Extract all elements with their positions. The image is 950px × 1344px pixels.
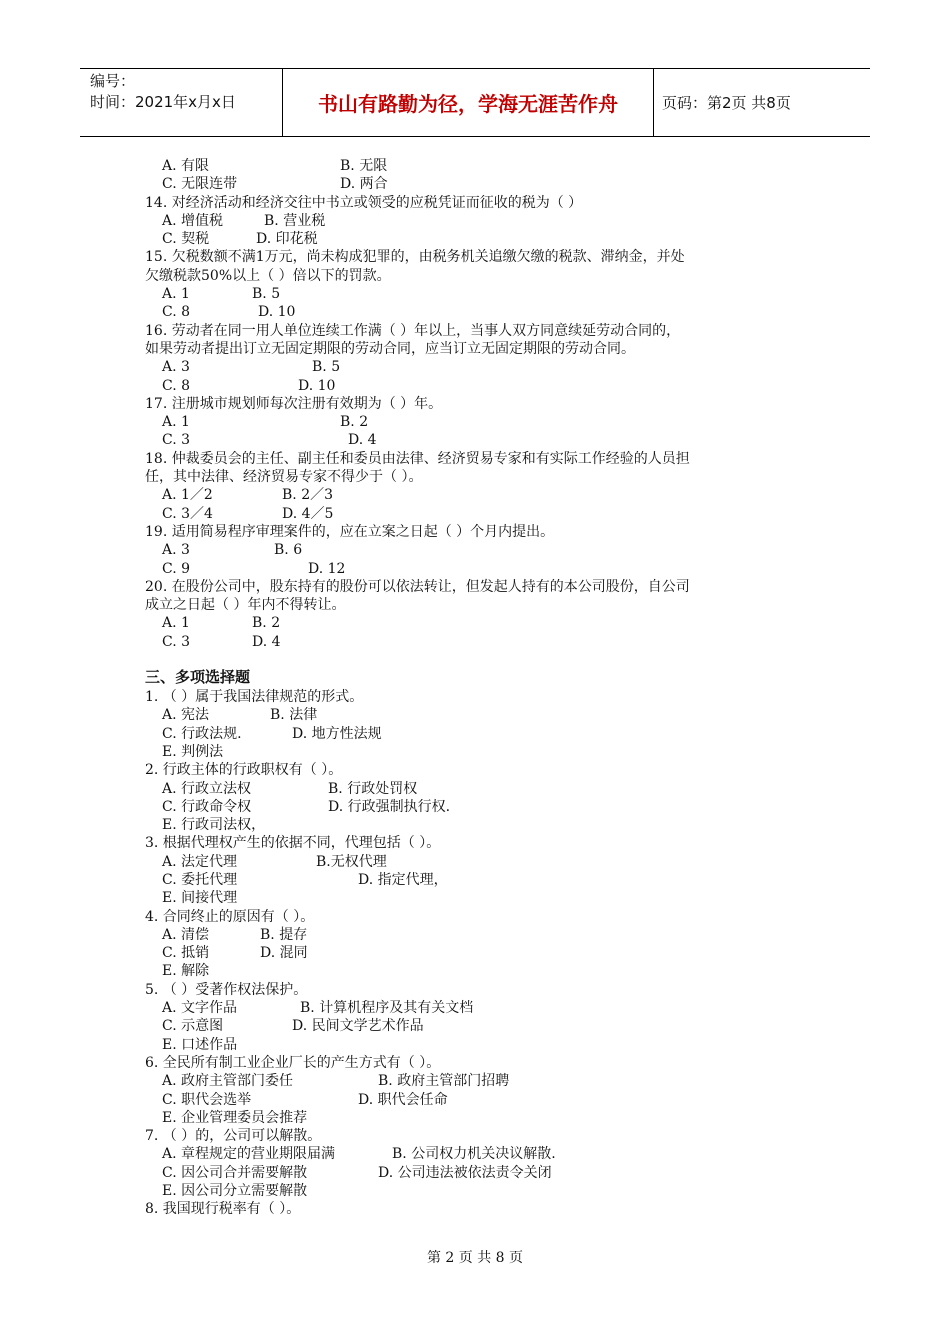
option-item: B. 公司权力机关决议解散. — [392, 1146, 556, 1163]
option-item: C. 9 — [162, 560, 191, 577]
option-row — [145, 560, 815, 578]
number-label: 编号： — [90, 72, 136, 90]
option-item: B. 2／3 — [282, 487, 334, 504]
motto: 书山有路勤为径，学海无涯苦作舟 — [282, 69, 654, 136]
option-item: C. 8 — [162, 377, 191, 394]
option-item: E. 因公司分立需要解散 — [162, 1183, 308, 1200]
option-row — [145, 285, 815, 303]
option-item: A. 有限 — [162, 158, 210, 174]
time-label: 时间：2021年x月x日 — [90, 93, 236, 111]
option-row — [145, 230, 815, 248]
option-item: C. 因公司合并需要解散 — [162, 1164, 308, 1181]
page-label: 页码：第2页 共8页 — [662, 94, 791, 112]
option-row — [145, 944, 815, 962]
option-item: C. 抵销 — [162, 945, 210, 962]
option-row — [145, 798, 815, 816]
option-row — [145, 541, 815, 559]
option-row — [145, 1145, 815, 1163]
option-item: C. 行政命令权 — [162, 798, 252, 815]
option-item: C. 3／4 — [162, 505, 213, 522]
section-title: 三、多项选择题 — [145, 668, 251, 687]
option-item: A. 1／2 — [162, 487, 213, 504]
option-row — [145, 157, 815, 175]
option-item: D. 混同 — [260, 945, 308, 962]
header-meta — [80, 69, 282, 136]
question-text: 1. （ ）属于我国法律规范的形式。 — [145, 689, 364, 706]
option-row — [145, 431, 815, 449]
option-item: C. 示意图 — [162, 1018, 224, 1035]
option-item: D. 行政强制执行权. — [328, 798, 451, 815]
option-item: A. 宪法 — [162, 707, 210, 724]
option-row — [145, 1036, 815, 1054]
option-item: B. 5 — [252, 286, 281, 303]
question-text: 16. 劳动者在同一用人单位连续工作满（ ）年以上，当事人双方同意续延劳动合同的， — [145, 322, 681, 339]
option-row — [145, 1091, 815, 1109]
option-row — [145, 743, 815, 761]
option-row — [145, 303, 815, 321]
option-item: A. 3 — [162, 542, 190, 559]
option-item: D. 两合 — [340, 176, 388, 193]
option-row — [145, 871, 815, 889]
option-item: B. 法律 — [270, 707, 318, 724]
option-item: A. 1 — [162, 414, 190, 431]
option-item: C. 契税 — [162, 231, 210, 248]
option-item: D. 4 — [348, 432, 377, 449]
option-item: B. 无限 — [340, 158, 388, 174]
option-item: B. 计算机程序及其有关文档 — [300, 1000, 474, 1017]
page-header — [80, 68, 870, 137]
option-row — [145, 962, 815, 980]
option-row — [145, 358, 815, 376]
option-item: A. 1 — [162, 286, 190, 303]
question-text: 成立之日起（ ）年内不得转让。 — [145, 597, 346, 614]
option-item: E. 企业管理委员会推荐 — [162, 1109, 308, 1126]
option-item: C. 委托代理 — [162, 871, 238, 888]
page-footer: 第 2 页 共 8 页 — [426, 1250, 524, 1266]
option-item: E. 行政司法权， — [162, 817, 266, 834]
option-item: C. 3 — [162, 633, 191, 650]
option-item: E. 解除 — [162, 963, 210, 980]
option-item: B. 6 — [274, 542, 303, 559]
option-item: D. 10 — [258, 304, 296, 321]
question-text: 18. 仲裁委员会的主任、副主任和委员由法律、经济贸易专家和有实际工作经验的人员担 — [145, 450, 690, 467]
option-row — [145, 486, 815, 504]
option-row — [145, 1072, 815, 1090]
question-list — [145, 157, 815, 1219]
question-text: 14. 对经济活动和经济交往中书立或领受的应税凭证而征收的税为（ ） — [145, 194, 583, 211]
option-item: D. 4 — [252, 633, 281, 650]
question-text: 19. 适用简易程序审理案件的，应在立案之日起（ ）个月内提出。 — [145, 523, 555, 540]
option-item: A. 增值税 — [162, 212, 224, 229]
option-row — [145, 212, 815, 230]
option-item: D. 12 — [308, 560, 346, 577]
option-item: D. 指定代理， — [358, 871, 448, 888]
option-item: B. 2 — [340, 414, 369, 431]
option-item: A. 法定代理 — [162, 853, 238, 870]
question-text: 5. （ ）受著作权法保护。 — [145, 981, 308, 998]
question-text: 6. 全民所有制工业企业厂长的产生方式有（ ）。 — [145, 1054, 441, 1071]
option-item: E. 判例法 — [162, 743, 224, 760]
option-item: B. 政府主管部门招聘 — [378, 1073, 510, 1090]
option-row — [145, 926, 815, 944]
option-item: A. 清偿 — [162, 926, 210, 943]
option-item: D. 地方性法规 — [292, 725, 382, 742]
option-item: B. 5 — [312, 359, 341, 376]
option-item: E. 口述作品 — [162, 1036, 238, 1053]
option-item: C. 无限连带 — [162, 176, 238, 193]
question-text: 17. 注册城市规划师每次注册有效期为（ ）年。 — [145, 395, 443, 412]
option-row — [145, 853, 815, 871]
option-item: D. 民间文学艺术作品 — [292, 1018, 424, 1035]
option-item: A. 3 — [162, 359, 190, 376]
option-item: A. 章程规定的营业期限届满 — [162, 1146, 336, 1163]
option-item: A. 文字作品 — [162, 1000, 238, 1017]
option-row — [145, 889, 815, 907]
question-text: 任，其中法律、经济贸易专家不得少于（ ）。 — [145, 469, 423, 486]
option-item: C. 行政法规. — [162, 725, 242, 742]
question-text: 7. （ ）的，公司可以解散。 — [145, 1128, 322, 1145]
question-text: 3. 根据代理权产生的依据不同，代理包括（ ）。 — [145, 835, 441, 852]
option-row — [145, 505, 815, 523]
option-item: B. 行政处罚权 — [328, 780, 418, 797]
option-row — [145, 377, 815, 395]
option-item: B. 营业税 — [264, 212, 326, 229]
option-item: A. 政府主管部门委任 — [162, 1073, 294, 1090]
question-text: 20. 在股份公司中，股东持有的股份可以依法转让，但发起人持有的本公司股份，自公司 — [145, 578, 690, 595]
question-text: 15. 欠税数额不满1万元，尚未构成犯罪的，由税务机关追缴欠缴的税款、滞纳金，并处 — [145, 249, 685, 266]
option-item: B.无权代理 — [316, 853, 387, 870]
option-row — [145, 1017, 815, 1035]
option-item: A. 1 — [162, 615, 190, 632]
question-text: 欠缴税款50%以上（ ）倍以下的罚款。 — [145, 267, 391, 284]
option-item: D. 10 — [298, 377, 336, 394]
option-item: D. 4／5 — [282, 505, 334, 522]
option-row — [145, 633, 815, 651]
option-row — [145, 706, 815, 724]
question-text: 8. 我国现行税率有（ ）。 — [145, 1201, 301, 1218]
option-item: D. 公司违法被依法责令关闭 — [378, 1164, 552, 1181]
question-text: 4. 合同终止的原因有（ ）。 — [145, 908, 315, 925]
option-item: B. 2 — [252, 615, 281, 632]
option-item: B. 提存 — [260, 926, 308, 943]
option-row — [145, 780, 815, 798]
option-row — [145, 1182, 815, 1200]
option-row — [145, 413, 815, 431]
option-row — [145, 816, 815, 834]
option-row — [145, 175, 815, 193]
option-row — [145, 725, 815, 743]
option-item: D. 职代会任命 — [358, 1091, 448, 1108]
option-row — [145, 999, 815, 1017]
option-item: C. 3 — [162, 432, 191, 449]
option-item: A. 行政立法权 — [162, 780, 252, 797]
option-item: C. 8 — [162, 304, 191, 321]
option-item: C. 职代会选举 — [162, 1091, 252, 1108]
option-row — [145, 1109, 815, 1127]
question-text: 如果劳动者提出订立无固定期限的劳动合同，应当订立无固定期限的劳动合同。 — [145, 340, 635, 357]
option-item: E. 间接代理 — [162, 890, 238, 907]
option-item: D. 印花税 — [256, 231, 318, 248]
question-text: 2. 行政主体的行政职权有（ ）。 — [145, 762, 343, 779]
option-row — [145, 1164, 815, 1182]
option-row — [145, 614, 815, 632]
